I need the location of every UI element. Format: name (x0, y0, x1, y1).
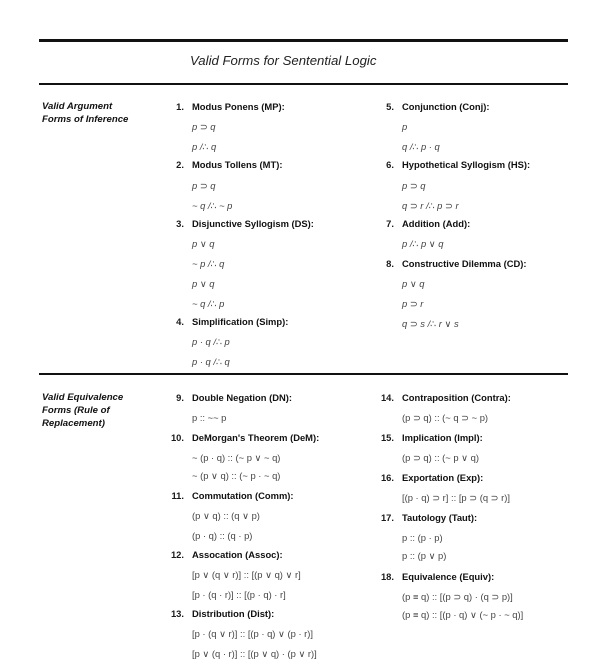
rule-heading (386, 258, 527, 269)
rule-name: Modus Tollens (MT): (192, 159, 283, 170)
rule-form-line: q ⊃ r /∴ p ⊃ r (402, 200, 459, 211)
rule-heading (380, 472, 484, 483)
rule-heading (176, 101, 285, 112)
rule-heading (176, 392, 292, 403)
top-rule (39, 39, 568, 42)
rule-heading (170, 549, 283, 560)
rule-name: Implication (Impl): (402, 432, 483, 443)
rule-name: Equivalence (Equiv): (402, 571, 495, 582)
rule-form-line: q /∴ p · q (402, 141, 440, 152)
rule-form-line: [(p · q) ⊃ r] :: [p ⊃ (q ⊃ r)] (402, 492, 510, 503)
rule-name: DeMorgan's Theorem (DeM): (192, 432, 320, 443)
rule-name: Simplification (Simp): (192, 316, 289, 327)
rule-form-line: p :: ~~ p (192, 412, 227, 423)
rule-form-line: [p · (q ∨ r)] :: [(p · q) ∨ (p · r)] (192, 628, 314, 639)
rule-form-line: p (402, 121, 408, 132)
rule-heading (176, 316, 289, 327)
rule-form-line: ~ (p ∨ q) :: (~ p · ~ q) (192, 470, 281, 481)
rule-heading (170, 432, 320, 443)
rule-name: Conjunction (Conj): (402, 101, 490, 112)
rule-number: 15. (380, 432, 394, 443)
rule-form-line: p · q /∴ q (192, 356, 230, 367)
rule-form-line: p ⊃ q (192, 180, 216, 191)
rule-heading (380, 392, 511, 403)
rule-form-line: ~ q /∴ ~ p (192, 200, 233, 211)
rule-heading (170, 608, 275, 619)
rule-form-line: ~ (p · q) :: (~ p ∨ ~ q) (192, 452, 281, 463)
rule-number: 6. (386, 159, 394, 170)
rule-form-line: p /∴ p ∨ q (402, 238, 444, 249)
rule-form-line: p ∨ q (402, 278, 425, 289)
rule-number: 16. (380, 472, 394, 483)
rule-number: 10. (170, 432, 184, 443)
rule-heading (176, 218, 314, 229)
rule-number: 14. (380, 392, 394, 403)
rule-name: Contraposition (Contra): (402, 392, 511, 403)
rule-name: Commutation (Comm): (192, 490, 294, 501)
rule-form-line: [p ∨ (q ∨ r)] :: [(p ∨ q) ∨ r] (192, 569, 301, 580)
rule-name: Constructive Dilemma (CD): (402, 258, 527, 269)
rule-name: Distribution (Dist): (192, 608, 275, 619)
section-label-equivalence: Valid Equivalence Forms (Rule of Replacement) (42, 392, 124, 429)
rule-number: 12. (170, 549, 184, 560)
rule-form-line: ~ p /∴ q (192, 258, 225, 269)
rule-number: 9. (176, 392, 184, 403)
rule-form-line: p :: (p ∨ p) (402, 550, 447, 561)
rule-heading (380, 571, 495, 582)
rule-form-line: ~ q /∴ p (192, 298, 225, 309)
section-label-argument: Valid Argument Forms of Inference (42, 101, 129, 125)
rule-form-line: [p · (q · r)] :: [(p · q) · r] (192, 589, 286, 600)
rule-number: 18. (380, 571, 394, 582)
title-rule (39, 83, 568, 85)
rule-heading (176, 159, 283, 170)
rule-name: Hypothetical Syllogism (HS): (402, 159, 531, 170)
rule-form-line: p ⊃ r (402, 298, 424, 309)
rule-number: 3. (176, 218, 184, 229)
rule-number: 4. (176, 316, 184, 327)
rule-number: 1. (176, 101, 184, 112)
rule-form-line: p ∨ q (192, 278, 215, 289)
section-separator (39, 373, 568, 375)
rule-number: 11. (171, 490, 184, 501)
rule-form-line: (p ≡ q) :: [(p ⊃ q) · (q ⊃ p)] (402, 591, 513, 602)
rule-number: 7. (386, 218, 394, 229)
rule-heading (386, 218, 471, 229)
rule-name: Tautology (Taut): (402, 512, 478, 523)
rule-form-line: p ⊃ q (402, 180, 426, 191)
rule-form-line: (p ∨ q) :: (q ∨ p) (192, 510, 260, 521)
rule-name: Assocation (Assoc): (192, 549, 283, 560)
rule-form-line: (p ⊃ q) :: (~ p ∨ q) (402, 452, 479, 463)
rule-number: 8. (386, 258, 394, 269)
rule-name: Exportation (Exp): (402, 472, 484, 483)
rule-name: Double Negation (DN): (192, 392, 292, 403)
rule-form-line: [p ∨ (q · r)] :: [(p ∨ q) · (p ∨ r)] (192, 648, 317, 659)
rule-form-line: q ⊃ s /∴ r ∨ s (402, 318, 459, 329)
page-title: Valid Forms for Sentential Logic (190, 53, 377, 68)
rule-heading (386, 101, 490, 112)
rule-number: 2. (176, 159, 184, 170)
rule-form-line: p /∴ q (192, 141, 217, 152)
rule-number: 17. (380, 512, 394, 523)
rule-heading (171, 490, 294, 501)
rule-name: Disjunctive Syllogism (DS): (192, 218, 314, 229)
rule-heading (380, 512, 478, 523)
rule-heading (380, 432, 483, 443)
rule-form-line: p · q /∴ p (192, 336, 230, 347)
rule-form-line: (p ⊃ q) :: (~ q ⊃ ~ p) (402, 412, 489, 423)
rule-name: Modus Ponens (MP): (192, 101, 285, 112)
rule-heading (386, 159, 531, 170)
rule-number: 13. (170, 608, 184, 619)
rule-form-line: (p · q) :: (q · p) (192, 530, 253, 541)
rule-form-line: p ⊃ q (192, 121, 216, 132)
rule-number: 5. (386, 101, 394, 112)
rule-form-line: (p ≡ q) :: [(p · q) ∨ (~ p · ~ q)] (402, 609, 524, 620)
rule-form-line: p :: (p · p) (402, 532, 443, 543)
rule-name: Addition (Add): (402, 218, 471, 229)
rule-form-line: p ∨ q (192, 238, 215, 249)
